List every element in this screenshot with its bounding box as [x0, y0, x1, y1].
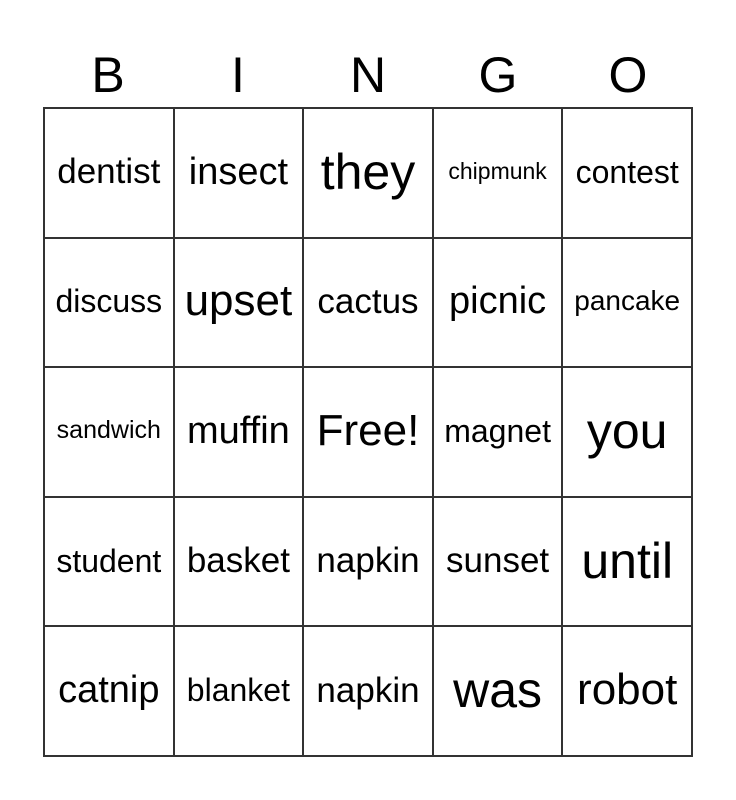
- bingo-cell[interactable]: pancake: [562, 238, 692, 368]
- bingo-cell[interactable]: robot: [562, 626, 692, 756]
- header-letter-i: I: [231, 47, 245, 103]
- bingo-cell[interactable]: you: [562, 367, 692, 497]
- bingo-cell[interactable]: blanket: [174, 626, 304, 756]
- bingo-cell[interactable]: sunset: [433, 497, 563, 627]
- free-space-cell[interactable]: Free!: [303, 367, 433, 497]
- bingo-cell[interactable]: catnip: [44, 626, 174, 756]
- header-letter-o: O: [608, 47, 648, 103]
- bingo-cell[interactable]: insect: [174, 108, 304, 238]
- header-letter-n: N: [349, 47, 387, 103]
- bingo-cell[interactable]: chipmunk: [433, 108, 563, 238]
- bingo-board: [43, 107, 693, 757]
- bingo-cell[interactable]: upset: [174, 238, 304, 368]
- bingo-cell[interactable]: dentist: [44, 108, 174, 238]
- bingo-cell[interactable]: napkin: [303, 626, 433, 756]
- bingo-cell[interactable]: basket: [174, 497, 304, 627]
- bingo-cell[interactable]: contest: [562, 108, 692, 238]
- bingo-cell[interactable]: muffin: [174, 367, 304, 497]
- bingo-cell[interactable]: picnic: [433, 238, 563, 368]
- header-letter-g: G: [478, 47, 518, 103]
- bingo-header: [43, 44, 693, 106]
- bingo-cell[interactable]: cactus: [303, 238, 433, 368]
- bingo-cell[interactable]: student: [44, 497, 174, 627]
- bingo-cell[interactable]: magnet: [433, 367, 563, 497]
- bingo-cell[interactable]: discuss: [44, 238, 174, 368]
- header-letter-b: B: [91, 47, 125, 103]
- bingo-cell[interactable]: they: [303, 108, 433, 238]
- bingo-cell[interactable]: until: [562, 497, 692, 627]
- bingo-cell[interactable]: napkin: [303, 497, 433, 627]
- bingo-cell[interactable]: sandwich: [44, 367, 174, 497]
- bingo-cell[interactable]: was: [433, 626, 563, 756]
